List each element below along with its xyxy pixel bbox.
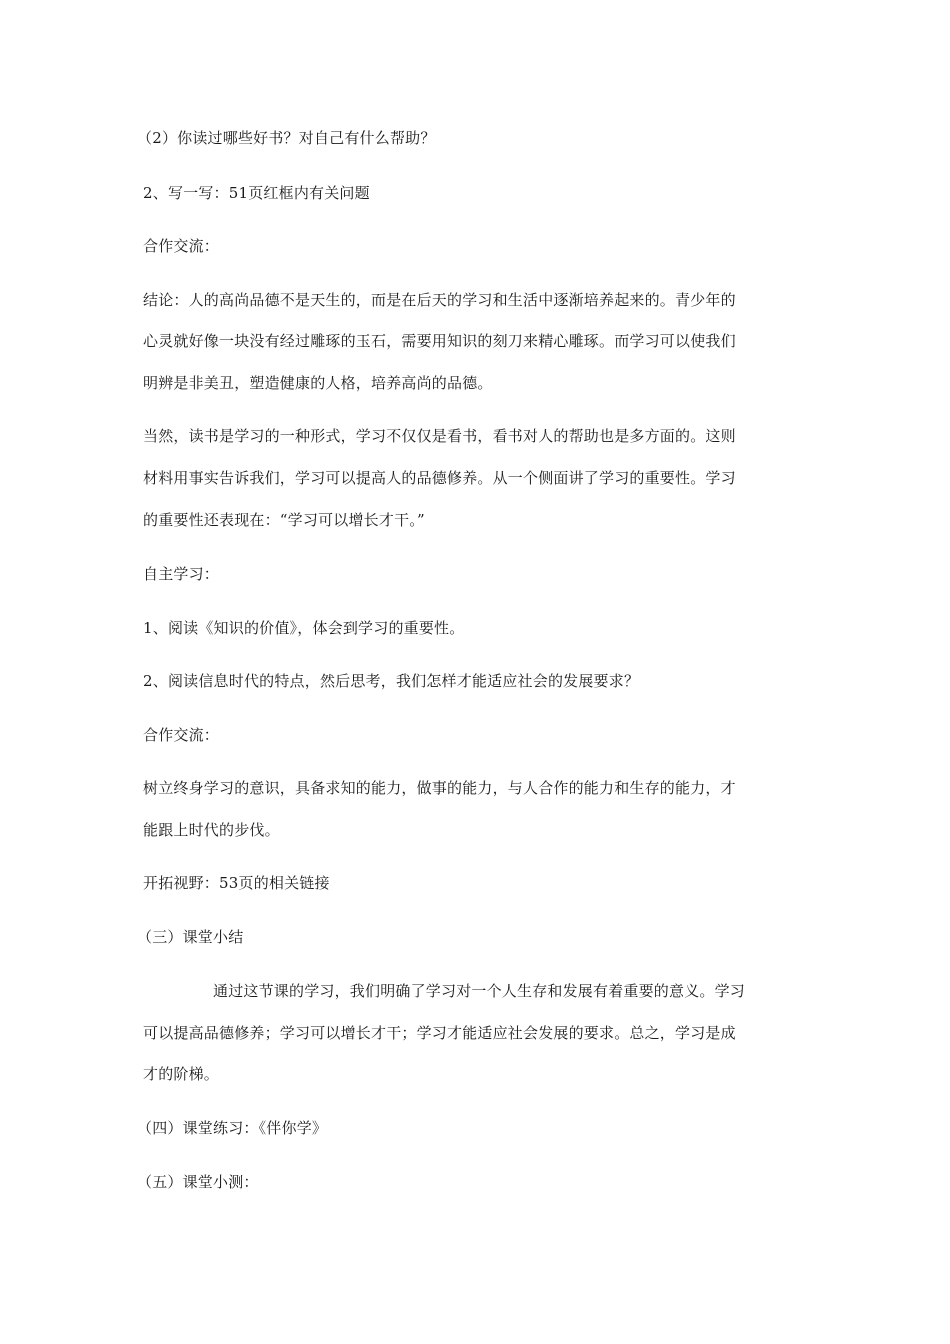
- summary-line-1: 通过这节课的学习，我们明确了学习对一个人生存和发展有着重要的意义。学习: [213, 982, 746, 1000]
- conclusion-line-1: 结论：人的高尚品德不是天生的，而是在后天的学习和生活中逐渐培养起来的。青少年的: [143, 291, 736, 309]
- reading-paragraph-line-1: 当然，读书是学习的一种形式，学习不仅仅是看书，看书对人的帮助也是多方面的。这则: [143, 427, 736, 445]
- cooperation-heading: 合作交流：: [143, 237, 220, 255]
- self-study-item-1: 1、阅读《知识的价值》，体会到学习的重要性。: [143, 619, 465, 637]
- quiz-heading: （五）课堂小测：: [137, 1173, 259, 1191]
- self-study-item-2: 2、阅读信息时代的特点，然后思考，我们怎样才能适应社会的发展要求？: [143, 672, 640, 690]
- broaden-horizon-line: 开拓视野：53页的相关链接: [143, 874, 330, 892]
- reading-paragraph-line-2: 材料用事实告诉我们，学习可以提高人的品德修养。从一个侧面讲了学习的重要性。学习: [143, 469, 736, 487]
- summary-line-2: 可以提高品德修养；学习可以增长才干；学习才能适应社会发展的要求。总之，学习是成: [143, 1024, 736, 1042]
- practice-heading: （四）课堂练习：《伴你学》: [137, 1119, 328, 1137]
- reading-paragraph-line-3: 的重要性还表现在：“学习可以增长才干。”: [143, 511, 425, 529]
- write-task-line: 2、写一写：51页红框内有关问题: [143, 184, 370, 202]
- conclusion-line-3: 明辨是非美丑，塑造健康的人格，培养高尚的品德。: [143, 374, 493, 392]
- conclusion-line-2: 心灵就好像一块没有经过雕琢的玉石，需要用知识的刻刀来精心雕琢。而学习可以使我们: [143, 332, 736, 350]
- summary-line-3: 才的阶梯。: [143, 1065, 220, 1083]
- self-study-heading: 自主学习：: [143, 565, 220, 583]
- cooperation-heading-2: 合作交流：: [143, 726, 220, 744]
- lifelong-learning-line-2: 能跟上时代的步伐。: [143, 821, 280, 839]
- question-2-line: （2）你读过哪些好书？对自己有什么帮助？: [137, 129, 436, 147]
- lifelong-learning-line-1: 树立终身学习的意识，具备求知的能力，做事的能力，与人合作的能力和生存的能力，才: [143, 779, 736, 797]
- summary-heading: （三）课堂小结: [137, 928, 244, 946]
